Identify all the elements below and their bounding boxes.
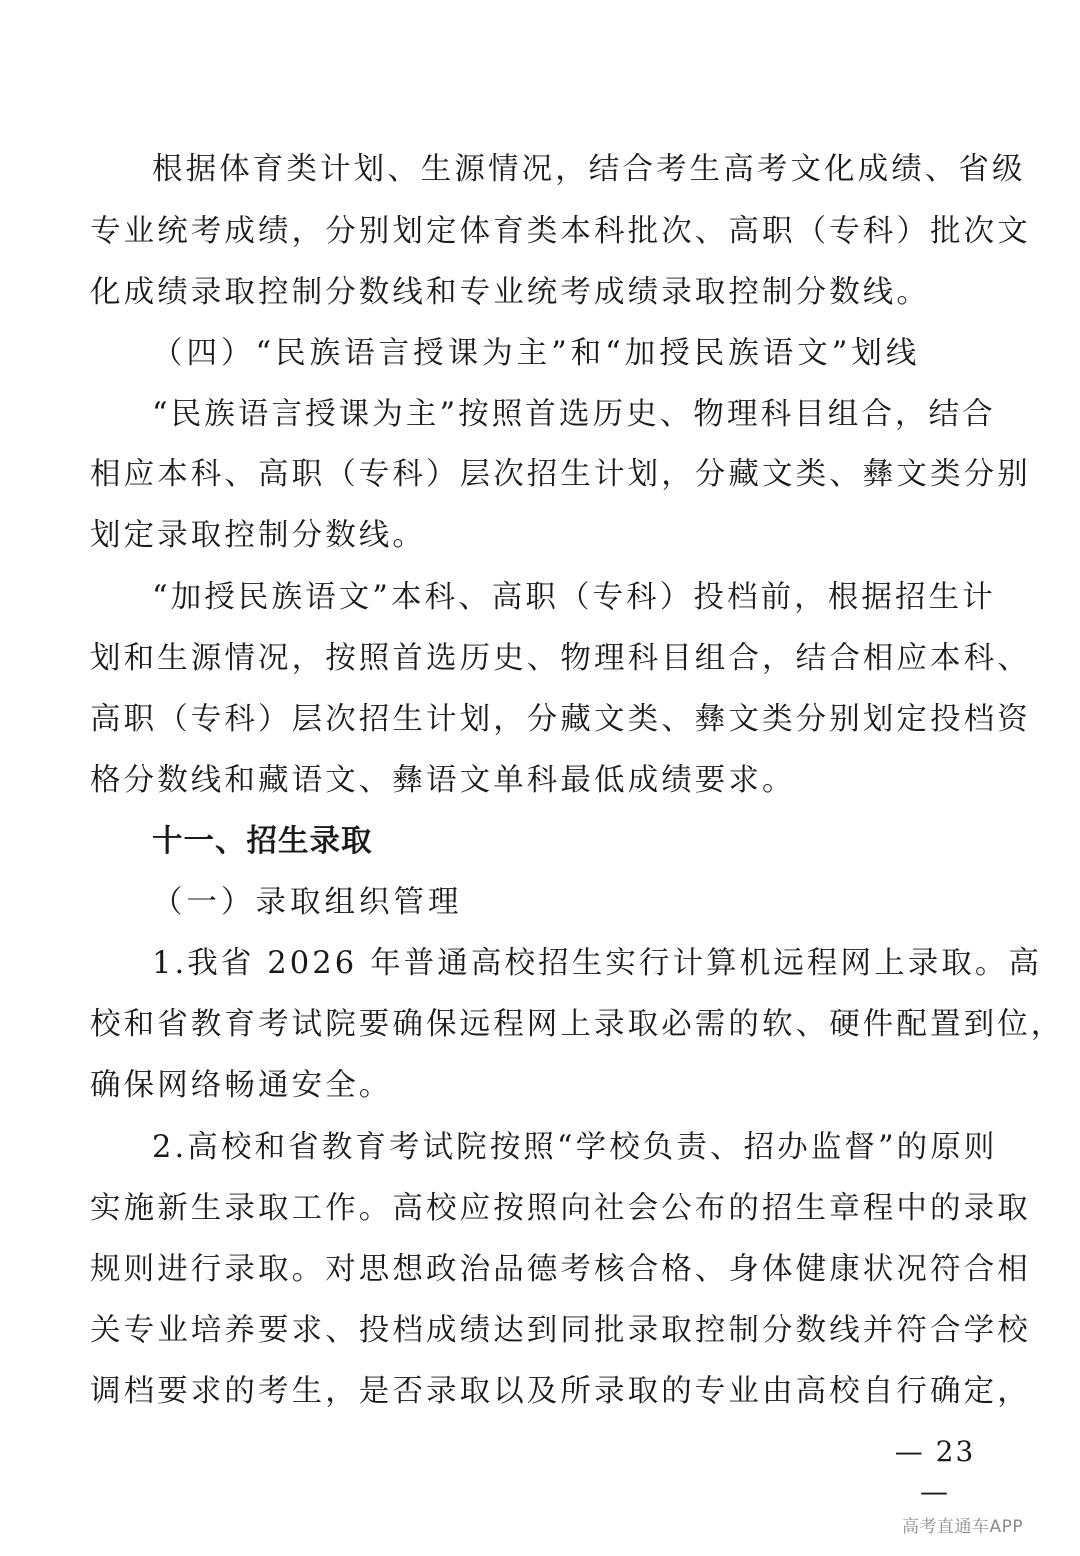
text-line: 高职（专科）层次招生计划，分藏文类、彝文类分别划定投档资 <box>90 702 1031 737</box>
text-line: 专业统考成绩，分别划定体育类本科批次、高职（专科）批次文 <box>90 214 1031 249</box>
section-subheading: （一）录取组织管理 <box>152 885 463 920</box>
section-subheading: （四）“民族语言授课为主”和“加授民族语文”划线 <box>152 336 921 371</box>
text-line: 相应本科、高职（专科）层次招生计划，分藏文类、彝文类分别 <box>90 457 1031 492</box>
text-line: 校和省教育考试院要确保远程网上录取必需的软、硬件配置到位， <box>90 1007 1065 1042</box>
text-line: “民族语言授课为主”按照首选历史、物理科目组合，结合 <box>152 397 996 432</box>
text-line: 格分数线和藏语文、彝语文单科最低成绩要求。 <box>90 763 796 798</box>
text-line: “加授民族语文”本科、高职（专科）投档前，根据招生计 <box>152 580 996 615</box>
page-number: — 23 — <box>894 1435 976 1508</box>
text-line: 调档要求的考生，是否录取以及所录取的专业由高校自行确定， <box>90 1374 1031 1409</box>
text-line: 划和生源情况，按照首选历史、物理科目组合，结合相应本科、 <box>90 641 1031 676</box>
section-heading: 十一、招生录取 <box>152 824 373 859</box>
text-line: 化成绩录取控制分数线和专业统考成绩录取控制分数线。 <box>90 275 930 310</box>
text-line: 关专业培养要求、投档成绩达到同批录取控制分数线并符合学校 <box>90 1313 1031 1348</box>
text-line: 2.高校和省教育考试院按照“学校负责、招办监督”的原则 <box>152 1130 998 1165</box>
text-line: 确保网络畅通安全。 <box>90 1068 393 1103</box>
text-line: 规则进行录取。对思想政治品德考核合格、身体健康状况符合相 <box>90 1252 1031 1287</box>
text-line: 实施新生录取工作。高校应按照向社会公布的招生章程中的录取 <box>90 1191 1031 1226</box>
text-line: 划定录取控制分数线。 <box>90 518 426 553</box>
text-line: 根据体育类计划、生源情况，结合考生高考文化成绩、省级 <box>152 152 1026 187</box>
text-line: 1.我省 2026 年普通高校招生实行计算机远程网上录取。高 <box>152 946 1043 981</box>
watermark: 高考直通车APP <box>902 1517 1024 1537</box>
